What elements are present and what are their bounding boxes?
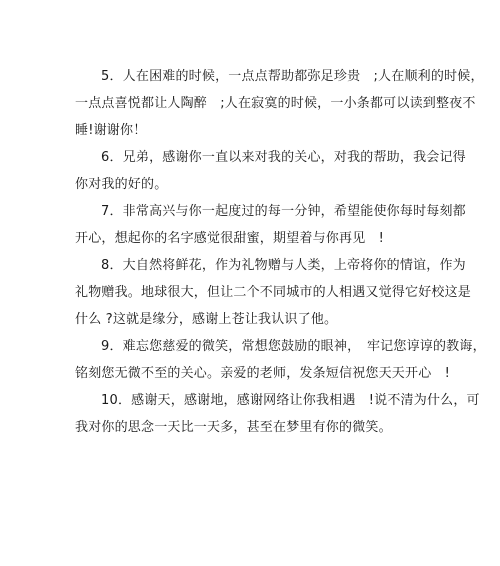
text-line: 10．感谢天，感谢地，感谢网络让你我相遇 !说不清为什么，可 (101, 393, 480, 408)
text-line: 铭刻您无微不至的关心。亲爱的老师，发条短信祝您天天开心 ! (75, 366, 451, 381)
text-line: 礼物赠我。地球很大，但让二个不同城市的人相遇又觉得它好校这是 (75, 285, 472, 300)
text-line: 你对我的好的。 (75, 177, 168, 192)
text-line: 6．兄弟，感谢你一直以来对我的关心，对我的帮助，我会记得 (101, 150, 466, 165)
text-line: 5．人在困难的时候，一点点帮助都弥足珍贵 ;人在顺利的时候， (101, 69, 484, 84)
text-line: 什么 ?这就是缘分，感谢上苍让我认识了他。 (75, 312, 338, 327)
text-line: 7．非常高兴与你一起度过的每一分钟，希望能使你每时每刻都 (101, 204, 466, 219)
text-line: 开心，想起你的名字感觉很甜蜜，期望着与你再见 ! (75, 231, 385, 246)
text-line: 8．大自然将鲜花，作为礼物赠与人类，上帝将你的情谊，作为 (101, 258, 466, 273)
text-line: 我对你的思念一天比一天多，甚至在梦里有你的微笑。 (75, 420, 392, 435)
text-line: 9．难忘您慈爱的微笑，常想您鼓励的眼神， 牢记您谆谆的教诲， (101, 339, 486, 354)
text-line: 睡!谢谢你！ (75, 123, 147, 138)
text-line: 一点点喜悦都让人陶醉 ;人在寂寞的时候，一小条都可以读到整夜不 (75, 96, 476, 111)
